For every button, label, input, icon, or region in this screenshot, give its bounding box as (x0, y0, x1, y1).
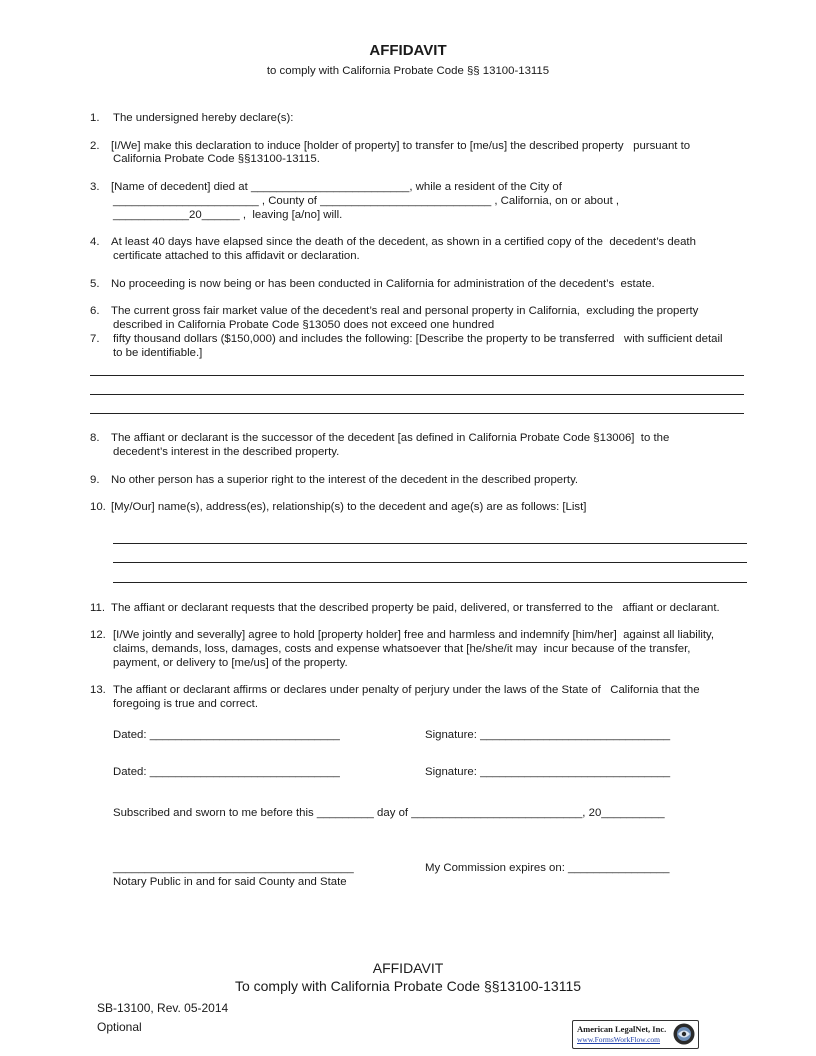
item-text: The affiant or declarant requests that the described property be paid, delivered, or transferred to the affiant or declarant. (111, 602, 720, 614)
signature-field[interactable]: Signature: ______________________________ (425, 766, 671, 778)
item-number: 8. (90, 432, 100, 444)
item-text: decedent’s interest in the described property. (113, 446, 340, 458)
item-text: described in California Probate Code §13050 does not exceed one hundred (113, 319, 495, 331)
item-number: 9. (90, 474, 100, 486)
item-text: to be identifiable.] (113, 347, 203, 359)
item-number: 7. (90, 333, 100, 345)
logo-url: www.FormsWorkFlow.com (577, 1035, 661, 1044)
notary-signature-line[interactable]: ______________________________________ (113, 862, 354, 874)
item-text: payment, or delivery to [me/us] of the property. (113, 657, 348, 669)
item-text: California Probate Code §§13100-13115. (113, 153, 320, 165)
property-description-line[interactable] (90, 413, 744, 414)
item-text: _______________________ , County of ___________________________ , California, on or about , (113, 195, 620, 207)
document-title: AFFIDAVIT (369, 42, 447, 59)
item-number: 5. (90, 278, 100, 290)
item-number: 12. (90, 629, 106, 641)
document-subtitle: to comply with California Probate Code §§ 13100-13115 (266, 65, 550, 77)
dated-field[interactable]: Dated: ______________________________ (113, 766, 340, 778)
item-text: [I/We] make this declaration to induce [holder of property] to transfer to [me/us] the described property pursuant to (111, 140, 691, 152)
item-number: 2. (90, 140, 100, 152)
logo-company-name: American LegalNet, Inc. (577, 1024, 667, 1034)
item-text: fifty thousand dollars ($150,000) and includes the following: [Describe the property to be transferred with sufficient detail (113, 333, 723, 345)
property-description-line[interactable] (90, 394, 744, 395)
notary-label: Notary Public in and for said County and State (113, 876, 347, 888)
item-text: The undersigned hereby declare(s): (113, 112, 294, 124)
footer-title: AFFIDAVIT (372, 960, 444, 976)
item-text: [I/We jointly and severally] agree to hold [property holder] free and harmless and indemnify [him/her] against all liability, (113, 629, 715, 641)
forms-workflow-logo[interactable] (572, 1020, 699, 1049)
item-text: The current gross fair market value of the decedent’s real and personal property in California, excluding the property (111, 305, 699, 317)
sworn-statement[interactable]: Subscribed and sworn to me before this _________ day of ___________________________, 20__________ (113, 807, 665, 819)
commission-expiry-field[interactable]: My Commission expires on: ________________ (425, 862, 670, 874)
property-description-line[interactable] (90, 375, 744, 376)
item-number: 13. (90, 684, 106, 696)
optional-label: Optional (97, 1020, 142, 1034)
item-number: 11. (90, 602, 105, 614)
dated-field[interactable]: Dated: ______________________________ (113, 729, 340, 741)
item-number: 1. (90, 112, 100, 124)
item-text: foregoing is true and correct. (113, 698, 258, 710)
globe-icon (672, 1022, 696, 1046)
item-text: At least 40 days have elapsed since the death of the decedent, as shown in a certified copy of the decedent’s death (111, 236, 696, 248)
successor-list-line[interactable] (113, 582, 747, 583)
item-text: The affiant or declarant affirms or declares under penalty of perjury under the laws of the State of California that the (113, 684, 700, 696)
item-text: No other person has a superior right to the interest of the decedent in the described property. (111, 474, 579, 486)
form-id: SB-13100, Rev. 05-2014 (97, 1001, 229, 1015)
item-number: 10. (90, 501, 106, 513)
item-text: ____________20______ , leaving [a/no] will. (113, 209, 343, 221)
item-text: No proceeding is now being or has been conducted in California for administration of the decedent’s estate. (111, 278, 655, 290)
item-number: 6. (90, 305, 100, 317)
item-text: claims, demands, loss, damages, costs and expense whatsoever that [he/she/it may incur because of the transfer, (113, 643, 691, 655)
footer-subtitle: To comply with California Probate Code §§13100-13115 (234, 978, 582, 994)
item-text: The affiant or declarant is the successor of the decedent [as defined in California Probate Code §13006] to the (111, 432, 670, 444)
item-text: certificate attached to this affidavit or declaration. (113, 250, 360, 262)
successor-list-line[interactable] (113, 543, 747, 544)
item-text: [Name of decedent] died at _________________________, while a resident of the City of (111, 181, 562, 193)
signature-field[interactable]: Signature: ______________________________ (425, 729, 671, 741)
item-number: 4. (90, 236, 100, 248)
item-text: [My/Our] name(s), address(es), relationship(s) to the decedent and age(s) are as follows: [List] (111, 501, 587, 513)
item-number: 3. (90, 181, 100, 193)
successor-list-line[interactable] (113, 562, 747, 563)
